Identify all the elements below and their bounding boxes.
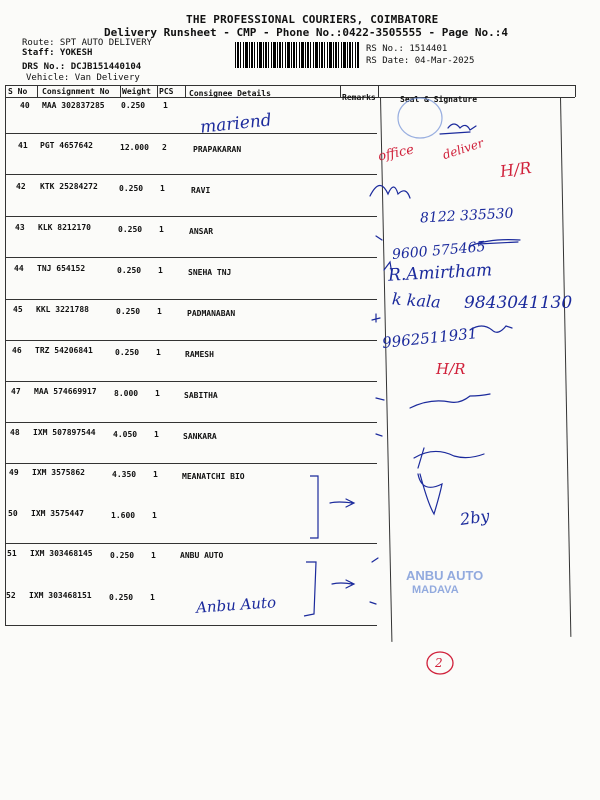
- row-sno: 46: [12, 346, 22, 355]
- row-consignment: IXM 507897544: [33, 428, 96, 437]
- row-pcs: 1: [163, 101, 168, 110]
- col-remarks: Remarks: [342, 93, 376, 102]
- handwritten-phone: 9962511931: [381, 324, 479, 352]
- row-consignment: IXM 303468145: [30, 549, 93, 558]
- handwritten-phone: 9600 575465: [391, 238, 487, 264]
- row-consignment: MAA 574669917: [34, 387, 97, 396]
- row-consignment: IXM 3575447: [31, 509, 84, 518]
- row-sno: 47: [11, 387, 21, 396]
- row-consignment: KTK 25284272: [40, 182, 98, 191]
- row-consignee: SNEHA TNJ: [188, 268, 232, 277]
- row-weight: 8.000: [114, 389, 139, 398]
- row-weight: 0.250: [116, 307, 141, 316]
- stamp-line2: MADAVA: [412, 584, 459, 596]
- row-sno: 41: [18, 141, 28, 150]
- row-consignment: KKL 3221788: [36, 305, 89, 314]
- row-pcs: 1: [151, 551, 156, 560]
- row-consignee: PRAPAKARAN: [193, 145, 242, 154]
- row-pcs: 1: [159, 225, 164, 234]
- staff-label: Staff: YOKESH: [22, 48, 93, 58]
- row-weight: 0.250: [117, 266, 142, 275]
- col-consignee: Consignee Details: [189, 89, 271, 98]
- handwritten-deliver: deliver: [440, 135, 486, 163]
- col-pcs: PCS: [159, 87, 174, 96]
- handwritten-name: mariend: [199, 110, 273, 138]
- row-weight: 0.250: [115, 348, 140, 357]
- rs-date: RS Date: 04-Mar-2025: [366, 56, 475, 66]
- row-weight: 12.000: [120, 143, 149, 152]
- row-consignee: SABITHA: [184, 391, 218, 400]
- route-label: Route: SPT AUTO DELIVERY: [22, 38, 153, 48]
- row-weight: 0.250: [110, 551, 135, 560]
- handwritten-name: R.Amirtham: [387, 260, 493, 286]
- col-consignment: Consignment No: [42, 87, 110, 96]
- row-weight: 0.250: [109, 593, 134, 602]
- row-consignment: PGT 4657642: [40, 141, 93, 150]
- row-consignee: SANKARA: [183, 432, 217, 441]
- row-pcs: 1: [150, 593, 155, 602]
- handwritten-phone: 8122 335530: [419, 205, 514, 227]
- row-pcs: 1: [155, 389, 160, 398]
- row-pcs: 1: [157, 307, 162, 316]
- row-consignment: IXM 303468151: [29, 591, 92, 600]
- handwritten-office: office: [376, 142, 416, 165]
- row-consignee: ANBU AUTO: [180, 551, 224, 560]
- row-sno: 51: [7, 549, 17, 558]
- row-weight: 1.600: [111, 511, 136, 520]
- col-weight: Weight: [122, 87, 151, 96]
- handwritten-name: k kala: [391, 289, 442, 312]
- row-sno: 40: [20, 101, 30, 110]
- row-weight: 0.250: [121, 101, 146, 110]
- col-sno: S No: [8, 87, 28, 96]
- handwritten-phone: 9843041130: [464, 293, 573, 313]
- stamp-line1: ANBU AUTO: [406, 568, 484, 583]
- handwritten-hr: H/R: [498, 157, 533, 182]
- handwritten-hr: H/R: [436, 360, 466, 378]
- row-sno: 48: [10, 428, 20, 437]
- row-sno: 44: [14, 264, 24, 273]
- row-pcs: 1: [156, 348, 161, 357]
- drs-number: DRS No.: DCJB151440104: [22, 62, 142, 72]
- row-pcs: 2: [162, 143, 167, 152]
- row-consignment: TRZ 54206841: [35, 346, 93, 355]
- row-consignee: ANSAR: [189, 227, 214, 236]
- handwritten-2by: 2by: [458, 506, 491, 529]
- row-sno: 43: [15, 223, 25, 232]
- row-weight: 4.050: [113, 430, 138, 439]
- row-consignee: RAVI: [191, 186, 211, 195]
- col-seal-signature: Seal & Signature: [400, 95, 478, 104]
- row-consignee: RAMESH: [185, 350, 214, 359]
- row-consignment: TNJ 654152: [37, 264, 86, 273]
- runsheet-subtitle: Delivery Runsheet - CMP - Phone No.:0422-3505555 - Page No.:4: [104, 26, 508, 39]
- row-pcs: 1: [154, 430, 159, 439]
- row-sno: 49: [9, 468, 19, 477]
- rs-number: RS No.: 1514401: [366, 44, 448, 54]
- row-consignment: IXM 3575862: [32, 468, 85, 477]
- row-consignment: KLK 8212170: [38, 223, 91, 232]
- company-title: THE PROFESSIONAL COURIERS, COIMBATORE: [186, 13, 439, 26]
- row-consignee: MEANATCHI BIO: [182, 472, 245, 481]
- row-sno: 45: [13, 305, 23, 314]
- vehicle-label: Vehicle: Van Delivery: [26, 73, 140, 83]
- row-pcs: 1: [153, 470, 158, 479]
- row-weight: 0.250: [118, 225, 143, 234]
- row-sno: 42: [16, 182, 26, 191]
- handwritten-name: Anbu Auto: [195, 593, 277, 617]
- row-weight: 0.250: [119, 184, 144, 193]
- row-weight: 4.350: [112, 470, 137, 479]
- row-pcs: 1: [160, 184, 165, 193]
- row-consignment: MAA 302837285: [42, 101, 105, 110]
- row-pcs: 1: [158, 266, 163, 275]
- page-circle-number: 2: [435, 656, 443, 670]
- row-sno: 50: [8, 509, 18, 518]
- row-consignee: PADMANABAN: [187, 309, 236, 318]
- row-pcs: 1: [152, 511, 157, 520]
- row-sno: 52: [6, 591, 16, 600]
